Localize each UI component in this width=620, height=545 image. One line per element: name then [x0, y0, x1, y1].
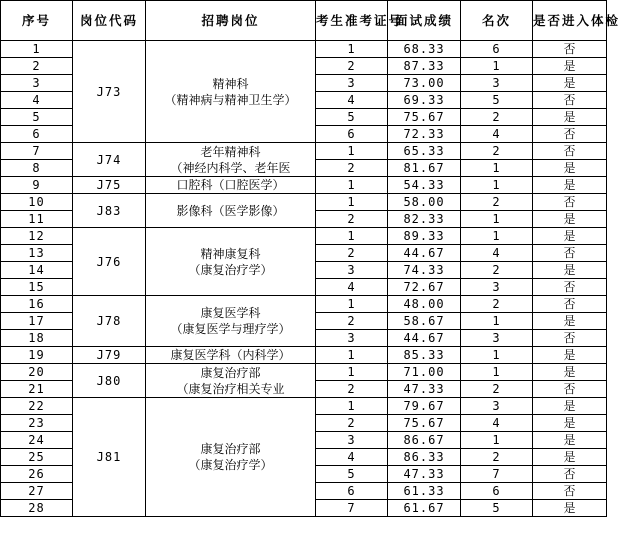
rank-cell: 4: [461, 245, 533, 262]
exam-number-cell: 5: [316, 466, 388, 483]
seq-cell: 28: [1, 500, 73, 517]
seq-cell: 17: [1, 313, 73, 330]
exam-number-cell: 1: [316, 364, 388, 381]
exam-number-cell: 1: [316, 228, 388, 245]
physical-exam-cell: 是: [533, 109, 607, 126]
position-code-cell: J79: [73, 347, 146, 364]
score-cell: 44.67: [388, 330, 461, 347]
rank-cell: 1: [461, 347, 533, 364]
rank-cell: 3: [461, 398, 533, 415]
score-cell: 82.33: [388, 211, 461, 228]
exam-number-cell: 3: [316, 75, 388, 92]
score-cell: 86.67: [388, 432, 461, 449]
seq-cell: 15: [1, 279, 73, 296]
seq-cell: 13: [1, 245, 73, 262]
header-position: 招聘岗位: [146, 1, 316, 41]
score-cell: 72.67: [388, 279, 461, 296]
score-cell: 75.67: [388, 109, 461, 126]
rank-cell: 3: [461, 279, 533, 296]
score-cell: 68.33: [388, 41, 461, 58]
exam-number-cell: 1: [316, 194, 388, 211]
exam-number-cell: 1: [316, 143, 388, 160]
position-code-cell: J78: [73, 296, 146, 347]
exam-number-cell: 2: [316, 381, 388, 398]
seq-cell: 26: [1, 466, 73, 483]
seq-cell: 18: [1, 330, 73, 347]
position-cell: [146, 364, 316, 398]
table-row: [1, 143, 607, 160]
table-row: [1, 347, 607, 364]
exam-number-cell: 2: [316, 160, 388, 177]
exam-number-cell: 1: [316, 296, 388, 313]
seq-cell: 22: [1, 398, 73, 415]
table-row: [1, 228, 607, 245]
position-code-cell: J75: [73, 177, 146, 194]
exam-number-cell: 5: [316, 109, 388, 126]
physical-exam-cell: 是: [533, 160, 607, 177]
rank-cell: 2: [461, 109, 533, 126]
position-title: 精神康复科: [200, 246, 261, 261]
seq-cell: 10: [1, 194, 73, 211]
score-cell: 71.00: [388, 364, 461, 381]
rank-cell: 2: [461, 381, 533, 398]
physical-exam-cell: 否: [533, 330, 607, 347]
rank-cell: 1: [461, 364, 533, 381]
rank-cell: 6: [461, 483, 533, 500]
seq-cell: 4: [1, 92, 73, 109]
position-code-cell: J83: [73, 194, 146, 228]
score-cell: 79.67: [388, 398, 461, 415]
position-cell: [146, 41, 316, 143]
seq-cell: 25: [1, 449, 73, 466]
rank-cell: 1: [461, 211, 533, 228]
rank-cell: 2: [461, 143, 533, 160]
physical-exam-cell: 否: [533, 381, 607, 398]
exam-number-cell: 2: [316, 58, 388, 75]
rank-cell: 2: [461, 296, 533, 313]
position-cell: [146, 194, 316, 228]
position-subtitle: （康复医学与理疗学）: [170, 322, 291, 336]
position-cell: [146, 177, 316, 194]
physical-exam-cell: 否: [533, 466, 607, 483]
exam-number-cell: 1: [316, 398, 388, 415]
seq-cell: 2: [1, 58, 73, 75]
rank-cell: 2: [461, 262, 533, 279]
physical-exam-cell: 否: [533, 126, 607, 143]
position-cell: [146, 398, 316, 517]
score-cell: 47.33: [388, 381, 461, 398]
seq-cell: 14: [1, 262, 73, 279]
rank-cell: 1: [461, 228, 533, 245]
position-code-cell: J73: [73, 41, 146, 143]
rank-cell: 6: [461, 41, 533, 58]
seq-cell: 24: [1, 432, 73, 449]
exam-number-cell: 7: [316, 500, 388, 517]
physical-exam-cell: 否: [533, 143, 607, 160]
seq-cell: 1: [1, 41, 73, 58]
table-body: [1, 41, 607, 517]
table-row: [1, 398, 607, 415]
position-cell: [146, 296, 316, 347]
position-title: 口腔科（口腔医学）: [176, 178, 285, 192]
exam-number-cell: 6: [316, 483, 388, 500]
score-cell: 54.33: [388, 177, 461, 194]
position-subtitle: （康复治疗学）: [188, 458, 273, 472]
score-cell: 61.33: [388, 483, 461, 500]
seq-cell: 12: [1, 228, 73, 245]
position-title: 康复医学科（内科学）: [170, 348, 291, 362]
rank-cell: 5: [461, 92, 533, 109]
header-exam-number: 考生准考证号: [316, 1, 388, 41]
physical-exam-cell: 否: [533, 245, 607, 262]
exam-number-cell: 3: [316, 330, 388, 347]
exam-number-cell: 4: [316, 92, 388, 109]
seq-cell: 16: [1, 296, 73, 313]
score-cell: 73.00: [388, 75, 461, 92]
table-row: [1, 296, 607, 313]
position-cell: [146, 143, 316, 177]
rank-cell: 1: [461, 432, 533, 449]
position-code-cell: J76: [73, 228, 146, 296]
header-rank: 名次: [461, 1, 533, 41]
rank-cell: 1: [461, 160, 533, 177]
physical-exam-cell: 否: [533, 279, 607, 296]
position-title: 影像科（医学影像）: [176, 203, 285, 218]
score-cell: 48.00: [388, 296, 461, 313]
table-row: [1, 177, 607, 194]
header-seq: 序号: [1, 1, 73, 41]
seq-cell: 8: [1, 160, 73, 177]
position-title: 精神科: [212, 76, 249, 91]
score-cell: 58.67: [388, 313, 461, 330]
exam-number-cell: 1: [316, 347, 388, 364]
seq-cell: 23: [1, 415, 73, 432]
exam-number-cell: 2: [316, 313, 388, 330]
rank-cell: 1: [461, 177, 533, 194]
physical-exam-cell: 是: [533, 500, 607, 517]
rank-cell: 7: [461, 466, 533, 483]
position-code-cell: J80: [73, 364, 146, 398]
position-title: 康复医学科: [200, 306, 261, 320]
score-cell: 86.33: [388, 449, 461, 466]
physical-exam-cell: 否: [533, 92, 607, 109]
score-cell: 44.67: [388, 245, 461, 262]
exam-number-cell: 6: [316, 126, 388, 143]
physical-exam-cell: 是: [533, 75, 607, 92]
physical-exam-cell: 是: [533, 449, 607, 466]
score-cell: 61.67: [388, 500, 461, 517]
rank-cell: 3: [461, 75, 533, 92]
physical-exam-cell: 是: [533, 313, 607, 330]
seq-cell: 7: [1, 143, 73, 160]
header-physical-exam: 是否进入体检: [533, 1, 607, 41]
position-title: 康复治疗部: [200, 442, 261, 456]
position-subtitle: （康复治疗学）: [188, 262, 273, 277]
rank-cell: 3: [461, 330, 533, 347]
rank-cell: 4: [461, 415, 533, 432]
rank-cell: 5: [461, 500, 533, 517]
exam-number-cell: 1: [316, 177, 388, 194]
score-cell: 65.33: [388, 143, 461, 160]
table-row: [1, 41, 607, 58]
position-title: 老年精神科: [200, 144, 261, 159]
exam-number-cell: 2: [316, 211, 388, 228]
physical-exam-cell: 否: [533, 194, 607, 211]
exam-number-cell: 3: [316, 432, 388, 449]
physical-exam-cell: 是: [533, 262, 607, 279]
table-row: [1, 364, 607, 381]
position-title: 康复治疗部: [200, 365, 261, 380]
score-cell: 74.33: [388, 262, 461, 279]
score-cell: 72.33: [388, 126, 461, 143]
position-code-cell: J74: [73, 143, 146, 177]
score-cell: 47.33: [388, 466, 461, 483]
exam-number-cell: 3: [316, 262, 388, 279]
seq-cell: 27: [1, 483, 73, 500]
header-interview-score: 面试成绩: [388, 1, 461, 41]
physical-exam-cell: 是: [533, 58, 607, 75]
score-cell: 89.33: [388, 228, 461, 245]
physical-exam-cell: 是: [533, 364, 607, 381]
seq-cell: 19: [1, 347, 73, 364]
physical-exam-cell: 否: [533, 296, 607, 313]
seq-cell: 11: [1, 211, 73, 228]
position-subtitle: （康复治疗相关专业: [176, 381, 285, 396]
header-position-code: 岗位代码: [73, 1, 146, 41]
score-cell: 69.33: [388, 92, 461, 109]
seq-cell: 5: [1, 109, 73, 126]
position-subtitle: （神经内科学、老年医: [170, 160, 291, 175]
position-cell: [146, 347, 316, 364]
position-cell: [146, 228, 316, 296]
physical-exam-cell: 否: [533, 41, 607, 58]
seq-cell: 3: [1, 75, 73, 92]
position-code-cell: J81: [73, 398, 146, 517]
rank-cell: 4: [461, 126, 533, 143]
score-cell: 58.00: [388, 194, 461, 211]
rank-cell: 2: [461, 449, 533, 466]
physical-exam-cell: 是: [533, 347, 607, 364]
score-cell: 81.67: [388, 160, 461, 177]
physical-exam-cell: 是: [533, 432, 607, 449]
physical-exam-cell: 是: [533, 228, 607, 245]
exam-number-cell: 4: [316, 279, 388, 296]
score-cell: 85.33: [388, 347, 461, 364]
score-cell: 75.67: [388, 415, 461, 432]
exam-number-cell: 2: [316, 415, 388, 432]
physical-exam-cell: 是: [533, 177, 607, 194]
rank-cell: 1: [461, 313, 533, 330]
seq-cell: 6: [1, 126, 73, 143]
exam-number-cell: 2: [316, 245, 388, 262]
seq-cell: 9: [1, 177, 73, 194]
score-cell: 87.33: [388, 58, 461, 75]
rank-cell: 1: [461, 58, 533, 75]
seq-cell: 20: [1, 364, 73, 381]
exam-number-cell: 1: [316, 41, 388, 58]
physical-exam-cell: 否: [533, 483, 607, 500]
seq-cell: 21: [1, 381, 73, 398]
table-row: [1, 194, 607, 211]
header-row: [1, 1, 607, 41]
physical-exam-cell: 是: [533, 415, 607, 432]
exam-number-cell: 4: [316, 449, 388, 466]
rank-cell: 2: [461, 194, 533, 211]
position-subtitle: （精神病与精神卫生学）: [164, 92, 297, 107]
physical-exam-cell: 是: [533, 211, 607, 228]
physical-exam-cell: 是: [533, 398, 607, 415]
